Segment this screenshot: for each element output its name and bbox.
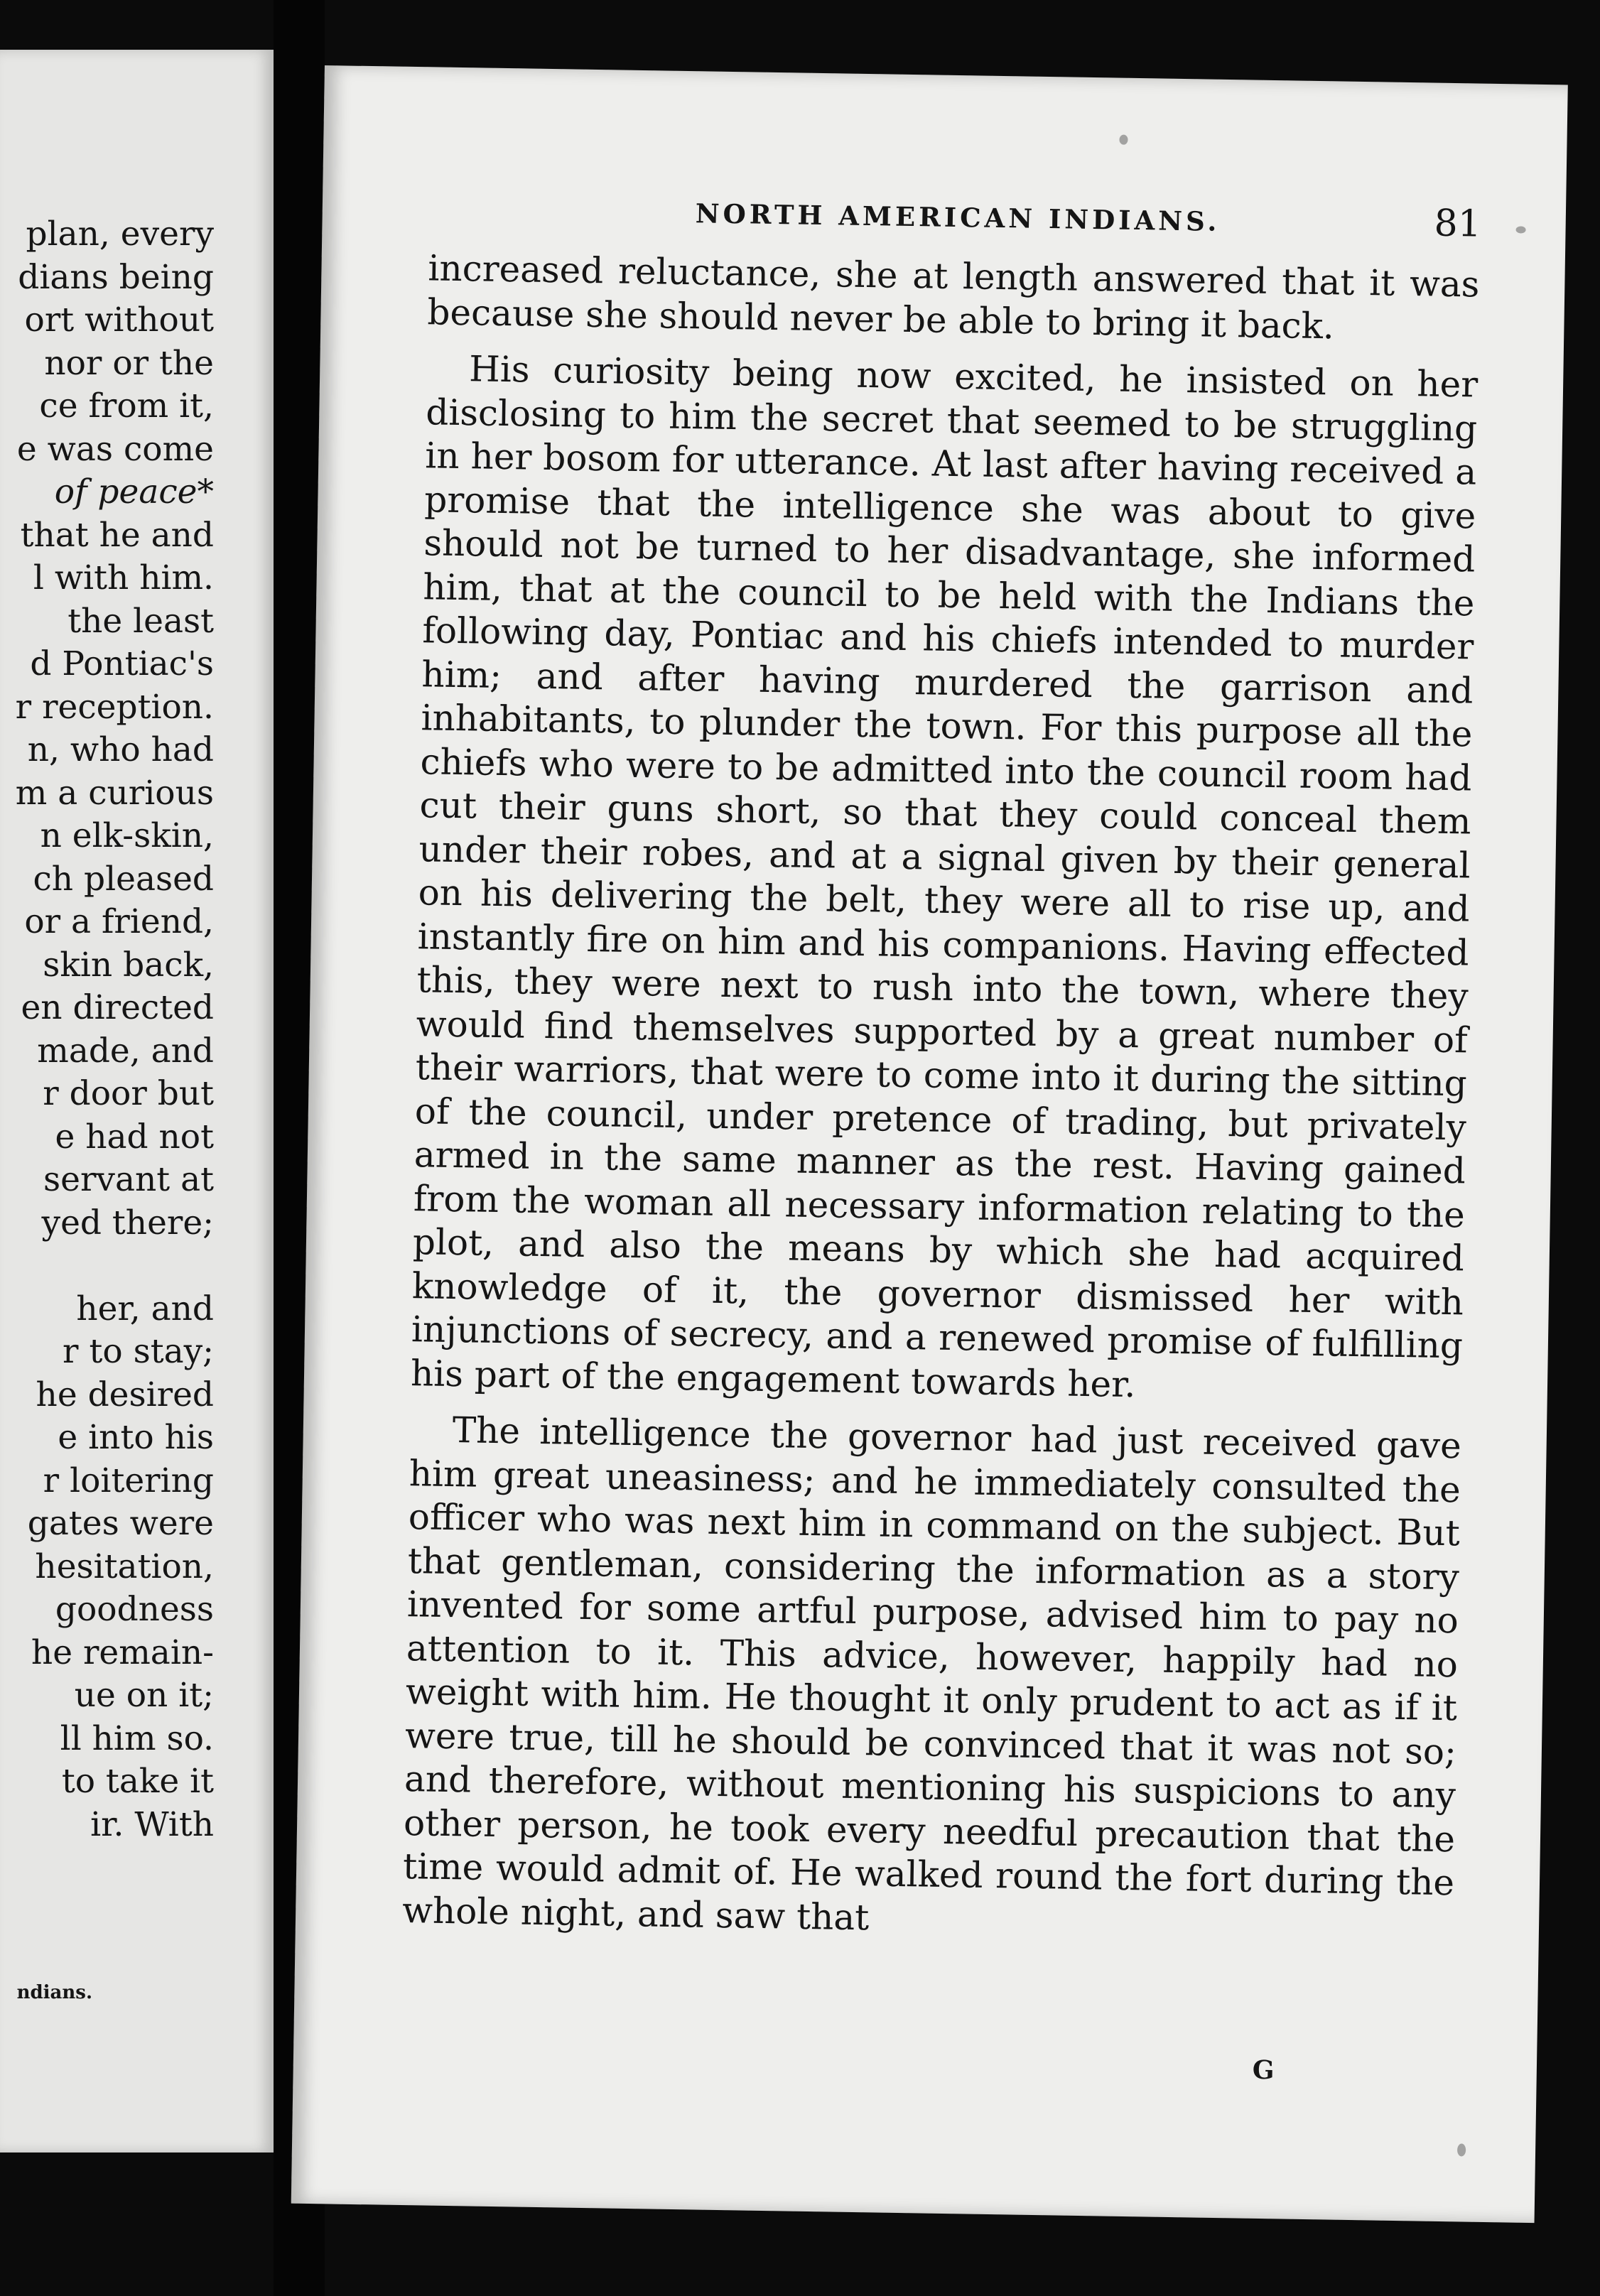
- left-page-line: yed there;: [41, 1203, 214, 1242]
- paper-speck: [1457, 2143, 1466, 2156]
- right-page: [291, 65, 1568, 2223]
- left-page-line: en directed: [21, 988, 214, 1027]
- left-page-line: he remain-: [31, 1632, 214, 1672]
- left-page-line: n, who had: [27, 730, 214, 769]
- left-page-line: goodness: [55, 1590, 214, 1629]
- paragraph: The intelligence the governor had just received gave him great uneasiness; and he immediately consulted the officer who was next him in command on the subject. But that gentleman, considering the information as a story invented for some artful purpose, advised him to pay no attention to it. This advice, however, happily had no weight with him. He thought it only prudent to act as if it were true, till he should be convinced that it was not so; and therefore, without mentioning his suspicions to any other person, he took every needful precaution that the time would admit of. He walked round the fort during the whole night, and saw that: [401, 1409, 1462, 1938]
- left-page-line: her, and: [76, 1289, 214, 1328]
- left-page-line: ue on it;: [74, 1676, 214, 1715]
- paper-speck: [1515, 226, 1525, 233]
- left-page-line: e had not: [55, 1117, 214, 1157]
- left-page-line: ce from it,: [39, 386, 214, 426]
- page-number: 81: [1434, 202, 1482, 246]
- left-page-line: he desired: [36, 1375, 214, 1414]
- left-page-line: the least: [67, 601, 214, 641]
- left-page-line: or a friend,: [24, 902, 214, 941]
- paragraph: increased reluctance, she at length answered that it was because she should never be able to bring it back.: [427, 247, 1480, 347]
- left-page-line: to take it: [61, 1762, 214, 1801]
- left-page-line: gates were: [27, 1504, 214, 1543]
- left-page-line: ch pleased: [33, 859, 214, 899]
- left-page-line: servant at: [43, 1160, 214, 1199]
- left-page-line: ort without: [24, 300, 214, 340]
- left-page-line: hesitation,: [35, 1547, 214, 1586]
- left-page-line: ll him so.: [60, 1718, 214, 1758]
- left-page-line: n elk-skin,: [40, 816, 214, 855]
- signature-mark: G: [1252, 2054, 1275, 2086]
- left-page-footer: ndians.: [16, 1982, 92, 2003]
- left-page-line: skin back,: [43, 945, 214, 985]
- left-page-line: e into his: [58, 1418, 214, 1457]
- left-page-line: ir. With: [90, 1804, 214, 1844]
- left-page-line: d Pontiac's: [30, 644, 214, 683]
- left-page-line: r reception.: [15, 687, 214, 727]
- left-page-line: made, and: [37, 1031, 214, 1071]
- running-head: NORTH AMERICAN INDIANS.: [695, 197, 1221, 237]
- paragraph: His curiosity being now excited, he insisted on her disclosing to him the secret that seemed to be struggling in her bosom for utterance. At last after having received a promise that the intelligence she was about to give should not be turned to her disadvantage, she informed him, that at the council to be held with the Indians the following day, Pontiac and his chiefs intended to murder him; and after having murdered the garrison and inhabitants, to plunder the town. For this purpose all the chiefs who were to be admitted into the council room had cut their guns short, so that they could conceal them under their robes, and at a signal given by their general on his delivering the belt, they were all to rise up, and instantly fire on him and his companions. Having effected this, they were next to rush into the town, where they would find themselves supported by a great number of their warriors, that were to come into it during the sitting of the council, under pretence of trading, but privately armed in the same manner as the rest. Having gained from the woman all necessary information relating to the plot, and also the means by which she had acquired knowledge of it, the governor dismissed her with injunctions of secrecy, and a renewed promise of fulfilling his part of the engagement towards her.: [410, 348, 1479, 1405]
- left-page-line: m a curious: [15, 773, 214, 813]
- left-page-line: e was come: [16, 429, 214, 469]
- left-page-line: nor or the: [44, 343, 214, 383]
- left-page-line: dians being: [18, 257, 214, 297]
- left-page-line: l with him.: [33, 558, 214, 597]
- left-page-line: r door but: [43, 1074, 214, 1113]
- left-page: [0, 50, 274, 2152]
- left-page-line: r loitering: [43, 1461, 214, 1500]
- paper-speck: [1119, 135, 1128, 145]
- left-page-line: r to stay;: [63, 1332, 214, 1371]
- left-page-line: that he and: [20, 515, 214, 555]
- body-text: [402, 247, 1480, 1949]
- left-page-line: plan, every: [26, 215, 214, 254]
- left-page-line: of peace*: [54, 472, 214, 511]
